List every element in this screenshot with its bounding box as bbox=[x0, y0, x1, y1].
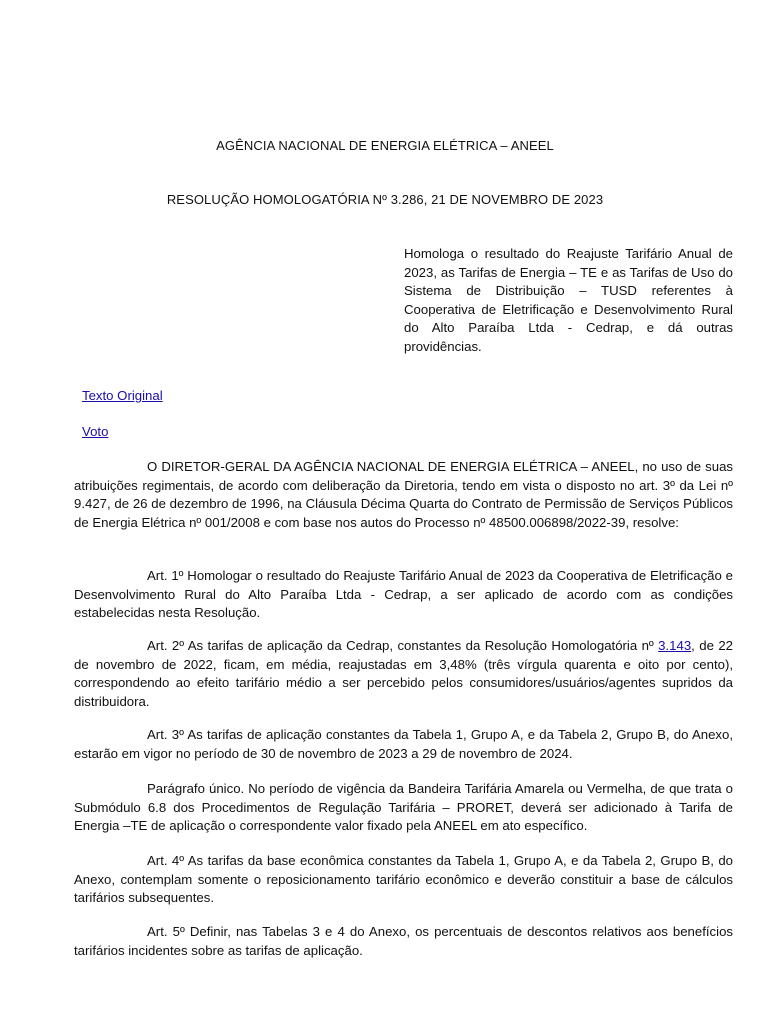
article-2-text-before: Art. 2º As tarifas de aplicação da Cedrap, constantes da Resolução Homologatória nº bbox=[147, 638, 659, 653]
article-2 bbox=[74, 637, 733, 711]
ementa-summary: Homologa o resultado do Reajuste Tarifário Anual de 2023, as Tarifas de Energia – TE e as Tarifas de Uso do Sistema de Distribuição – TUSD referentes à Cooperativa de Eletrificação e Desenvolvimento Rural do Alto Paraíba Ltda - Cedrap, e dá outras providências. bbox=[404, 246, 733, 354]
resolution-title: RESOLUÇÃO HOMOLOGATÓRIA Nº 3.286, 21 DE NOVEMBRO DE 2023 bbox=[166, 192, 604, 207]
sole-paragraph: Parágrafo único. No período de vigência da Bandeira Tarifária Amarela ou Vermelha, de que trata o Submódulo 6.8 dos Procedimentos de Regulação Tarifária – PRORET, deverá ser adicionado à Tarifa de Energia –TE de aplicação o correspondente valor fixado pela ANEEL em ato específico. bbox=[74, 781, 733, 833]
article-1: Art. 1º Homologar o resultado do Reajuste Tarifário Anual de 2023 da Cooperativa de Eletrificação e Desenvolvimento Rural do Alto Paraíba Ltda - Cedrap, a ser aplicado de acordo com as condições estabelecidas nesta Resolução. bbox=[74, 568, 733, 620]
agency-heading: AGÊNCIA NACIONAL DE ENERGIA ELÉTRICA – ANEEL bbox=[216, 138, 554, 153]
article-3: Art. 3º As tarifas de aplicação constantes da Tabela 1, Grupo A, e da Tabela 2, Grupo B, do Anexo, estarão em vigor no período de 30 de novembro de 2023 a 29 de novembro de 2024. bbox=[74, 727, 733, 761]
original-text-link[interactable]: Texto Original bbox=[82, 388, 163, 403]
article-5: Art. 5º Definir, nas Tabelas 3 e 4 do Anexo, os percentuais de descontos relativos aos benefícios tarifários incidentes sobre as tarifas de aplicação. bbox=[74, 924, 733, 958]
article-2-text-after: , de 22 de novembro de 2022, ficam, em média, reajustadas em 3,48% (três vírgula quarenta e oito por cento), correspondendo ao efeito tarifário médio a ser percebido pelos consumidores/usuários/agentes supridos da distribuidora. bbox=[74, 638, 733, 709]
article-4: Art. 4º As tarifas da base econômica constantes da Tabela 1, Grupo A, e da Tabela 2, Grupo B, do Anexo, contemplam somente o reposicionamento tarifário econômico e deverão constituir a base de cálculos tarifários subsequentes. bbox=[74, 853, 733, 905]
resolution-3143-link[interactable]: 3.143 bbox=[658, 638, 692, 653]
preamble-paragraph: O DIRETOR-GERAL DA AGÊNCIA NACIONAL DE ENERGIA ELÉTRICA – ANEEL, no uso de suas atribuições regimentais, de acordo com deliberação da Diretoria, tendo em vista o disposto no art. 3º da Lei nº 9.427, de 26 de dezembro de 1996, na Cláusula Décima Quarta do Contrato de Permissão de Serviços Públicos de Energia Elétrica nº 001/2008 e com base nos autos do Processo nº 48500.006898/2022-39, resolve: bbox=[74, 459, 733, 530]
voto-link[interactable]: Voto bbox=[82, 424, 109, 439]
